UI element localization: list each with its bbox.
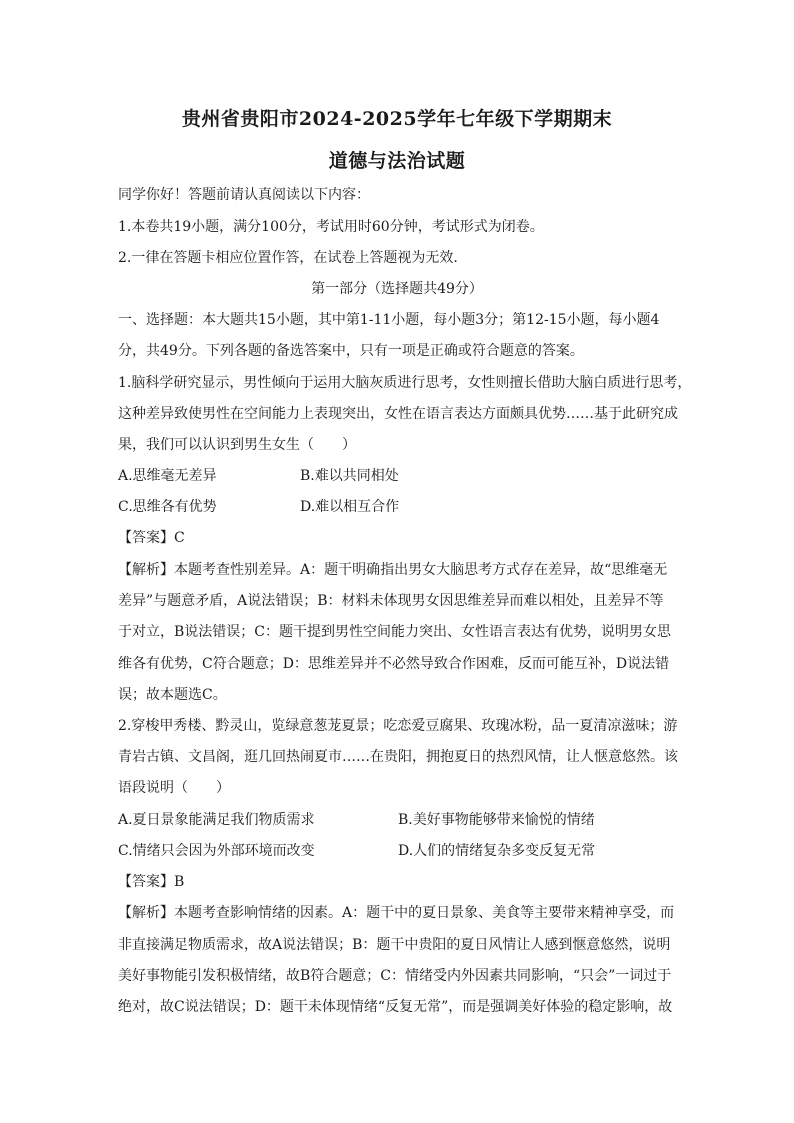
q2-option-b: B.美好事物能够带来愉悦的情绪: [398, 812, 595, 828]
notice-1: 1.本卷共19小题，满分100分，考试用时60分钟，考试形式为闭卷。: [118, 219, 544, 235]
q2-option-c: C.情绪只会因为外部环境而改变: [118, 843, 315, 859]
q2-option-d: D.人们的情绪复杂多变反复无常: [398, 843, 596, 859]
q2-stem-line3: 语段说明（ ）: [118, 780, 230, 796]
exam-subtitle: 道德与法治试题: [328, 150, 466, 172]
section-instruction-line2: 分，共49分。下列各题的备选答案中，只有一项是正确或符合题意的答案。: [118, 343, 584, 359]
q1-explanation-line4: 维各有优势，C符合题意；D：思维差异并不必然导致合作困难，反而可能互补，D说法错: [118, 656, 670, 672]
q2-explanation-line3: 美好事物能引发积极情绪，故B符合题意；C：情绪受内外因素共同影响，“只会”一词过于: [118, 968, 672, 984]
q1-option-c: C.思维各有优势: [118, 499, 217, 515]
part-heading: 第一部分（选择题共49分）: [311, 281, 483, 297]
q1-answer: 【答案】C: [118, 530, 185, 546]
q1-stem-line2: 这种差异致使男性在空间能力上表现突出，女性在语言表达方面颇具优势……基于此研究成: [118, 406, 678, 422]
q1-explanation-line1: 【解析】本题考查性别差异。A：题干明确指出男女大脑思考方式存在差异，故“思维毫无: [118, 562, 668, 578]
q2-option-a: A.夏日景象能满足我们物质需求: [118, 812, 315, 828]
q1-stem-line3: 果，我们可以认识到男生女生（ ）: [118, 437, 356, 453]
section-instruction-line1: 一、选择题：本大题共15小题，其中第1-11小题，每小题3分；第12-15小题，每小题4: [118, 312, 660, 328]
exam-title: 贵州省贵阳市2024-2025学年七年级下学期期末: [181, 108, 613, 130]
q2-explanation-line2: 非直接满足物质需求，故A说法错误；B：题干中贵阳的夏日风情让人感到惬意悠然，说明: [118, 937, 671, 953]
q2-answer: 【答案】B: [118, 874, 185, 890]
q1-option-a: A.思维毫无差异: [118, 468, 217, 484]
q1-stem-line1: 1.脑科学研究显示，男性倾向于运用大脑灰质进行思考，女性则擅长借助大脑白质进行思考，: [118, 375, 692, 391]
q1-option-b: B.难以共同相处: [300, 468, 399, 484]
q1-explanation-line5: 误；故本题选C。: [118, 687, 227, 703]
q1-option-d: D.难以相互合作: [300, 499, 400, 515]
q2-stem-line1: 2.穿梭甲秀楼、黔灵山，览绿意葱茏夏景；吃恋爱豆腐果、玫瑰冰粉，品一夏清凉滋味；游: [118, 718, 678, 734]
q2-stem-line2: 青岩古镇、文昌阁，逛几回热闹夏市……在贵阳，拥抱夏日的热烈风情，让人惬意悠然。该: [118, 749, 678, 765]
q2-explanation-line1: 【解析】本题考查影响情绪的因素。A：题干中的夏日景象、美食等主要带来精神享受，而: [118, 905, 675, 921]
q2-explanation-line4: 绝对，故C说法错误；D：题干未体现情绪“反复无常”，而是强调美好体验的稳定影响，故: [118, 999, 673, 1015]
notice-2: 2.一律在答题卡相应位置作答，在试卷上答题视为无效.: [118, 250, 458, 266]
q1-explanation-line2: 差异”与题意矛盾，A说法错误；B：材料未体现男女因思维差异而难以相处，且差异不等: [118, 593, 664, 609]
intro-text: 同学你好！答题前请认真阅读以下内容：: [118, 187, 370, 203]
q1-explanation-line3: 于对立，B说法错误；C：题干提到男性空间能力突出、女性语言表达有优势，说明男女思: [118, 624, 671, 640]
